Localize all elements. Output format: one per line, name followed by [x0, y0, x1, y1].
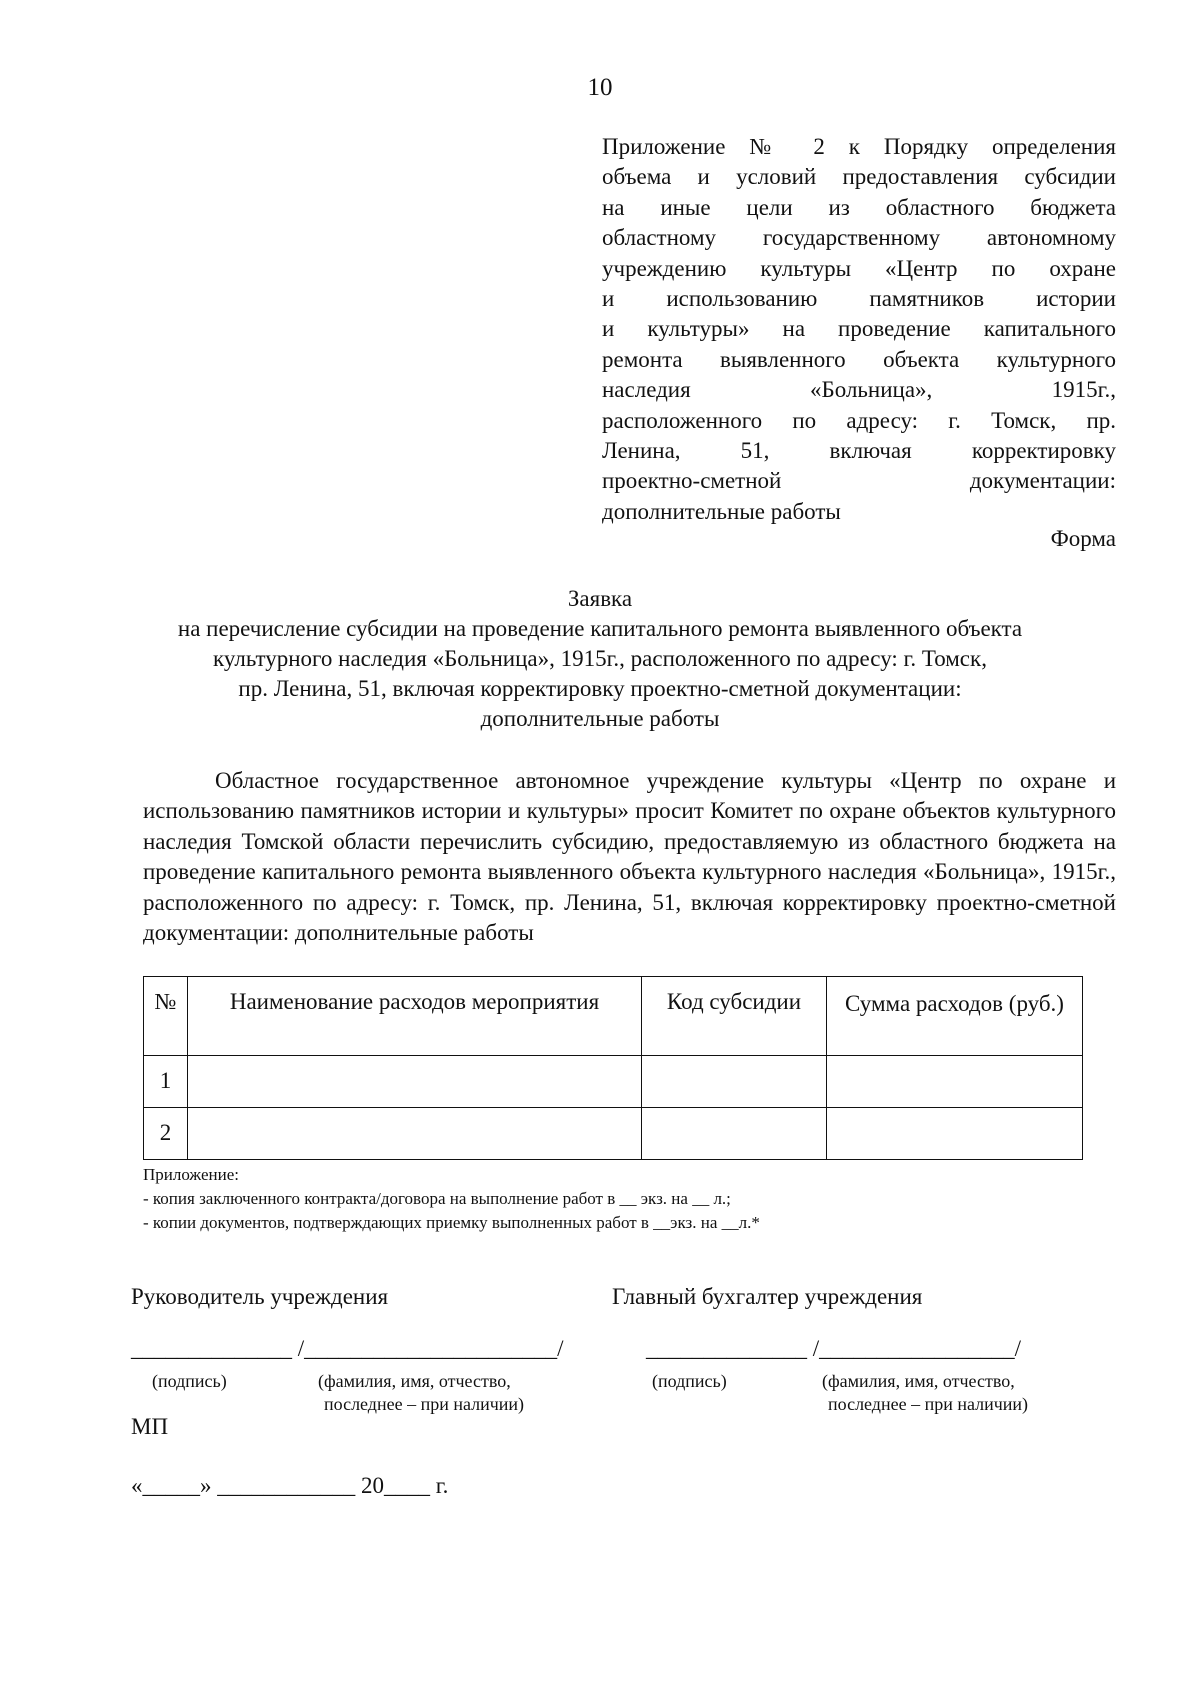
name-hint-line: последнее – при наличии) [324, 1394, 525, 1414]
annex-note [602, 132, 1116, 527]
row-expense-name [188, 1056, 642, 1108]
name-hint-line: (фамилия, имя, отчество, [822, 1371, 1015, 1391]
title-heading: Заявка [567, 586, 633, 611]
accountant-title: Главный бухгалтер учреждения [612, 1284, 923, 1309]
header-number: № [144, 977, 188, 1056]
row-expense-name [188, 1108, 642, 1160]
row-expense-sum [827, 1056, 1083, 1108]
title-line: пр. Ленина, 51, включая корректировку проектно-сметной документации: [238, 676, 962, 701]
page-number: 10 [587, 74, 613, 101]
row-number: 2 [144, 1108, 188, 1160]
annex-line: и культуры» на проведение капитального [602, 316, 1116, 342]
title-line: на перечисление субсидии на проведение капитального ремонта выявленного объекта [177, 616, 1023, 641]
header-expense-sum: Сумма расходов (руб.) [827, 977, 1083, 1056]
expenses-table [143, 976, 1083, 1160]
accountant-signature-line: ______________ /_________________/ [646, 1336, 1022, 1361]
annex-line: на иные цели из областного бюджета [602, 194, 1116, 220]
annex-line: объема и условий предоставления субсидии [602, 164, 1116, 190]
head-signature-hint: (подпись) [152, 1371, 227, 1391]
name-hint-line: (фамилия, имя, отчество, [318, 1371, 511, 1391]
annex-line: Приложение № 2 к Порядку определения [602, 134, 1116, 159]
annex-line: Ленина, 51, включая корректировку [602, 438, 1116, 464]
attachment-item: - копия заключенного контракта/договора на выполнение работ в __ экз. на __ л.; [143, 1189, 731, 1208]
row-subsidy-code [642, 1108, 827, 1160]
table-row [144, 1056, 1083, 1108]
head-signature-line: ______________ /______________________/ [131, 1336, 564, 1361]
annex-line: проектно-сметной документации: [602, 468, 1116, 494]
annex-line: расположенного по адресу: г. Томск, пр. [602, 407, 1116, 433]
annex-line: и использованию памятников истории [602, 286, 1116, 312]
annex-line: ремонта выявленного объекта культурного [602, 346, 1116, 372]
header-subsidy-code: Код субсидии [642, 977, 827, 1056]
name-hint-line: последнее – при наличии) [828, 1394, 1029, 1414]
attachments-list [143, 1163, 760, 1235]
row-subsidy-code [642, 1056, 827, 1108]
annex-line: дополнительные работы [602, 498, 841, 524]
head-title: Руководитель учреждения [131, 1284, 389, 1309]
row-number: 1 [144, 1056, 188, 1108]
table-row [144, 1108, 1083, 1160]
stamp-label: МП [131, 1414, 169, 1439]
attachments-label: Приложение: [143, 1165, 239, 1184]
form-label: Форма [1050, 526, 1116, 551]
annex-line: наследия «Больница», 1915г., [602, 377, 1116, 403]
document-title [120, 584, 1080, 734]
title-line: культурного наследия «Больница», 1915г., расположенного по адресу: г. Томск, [213, 646, 987, 671]
table-header-row [144, 977, 1083, 1056]
date-line: «_____» ____________ 20____ г. [131, 1473, 449, 1498]
annex-line: областному государственному автономному [602, 225, 1116, 251]
row-expense-sum [827, 1108, 1083, 1160]
request-paragraph: Областное государственное автономное учреждение культуры «Центр по охране и использованию памятников истории и культуры» просит Комитет по охране объектов культурного наследия Томской области перечислить субсидию, предоставляемую из областного бюджета на проведение капитального ремонта выявленного объекта культурного наследия «Больница», 1915г., расположенного по адресу: г. Томск, пр. Ленина, 51, включая корректировку проектно-сметной документации: дополнительные работы [143, 768, 1116, 946]
header-expense-name: Наименование расходов мероприятия [188, 977, 642, 1056]
annex-line: учреждению культуры «Центр по охране [602, 255, 1116, 281]
accountant-name-hint [822, 1370, 1028, 1416]
head-name-hint [318, 1370, 524, 1416]
title-line: дополнительные работы [480, 706, 720, 731]
attachment-item: - копии документов, подтверждающих приемку выполненных работ в __экз. на __л.* [143, 1213, 760, 1232]
accountant-signature-hint: (подпись) [652, 1371, 727, 1391]
